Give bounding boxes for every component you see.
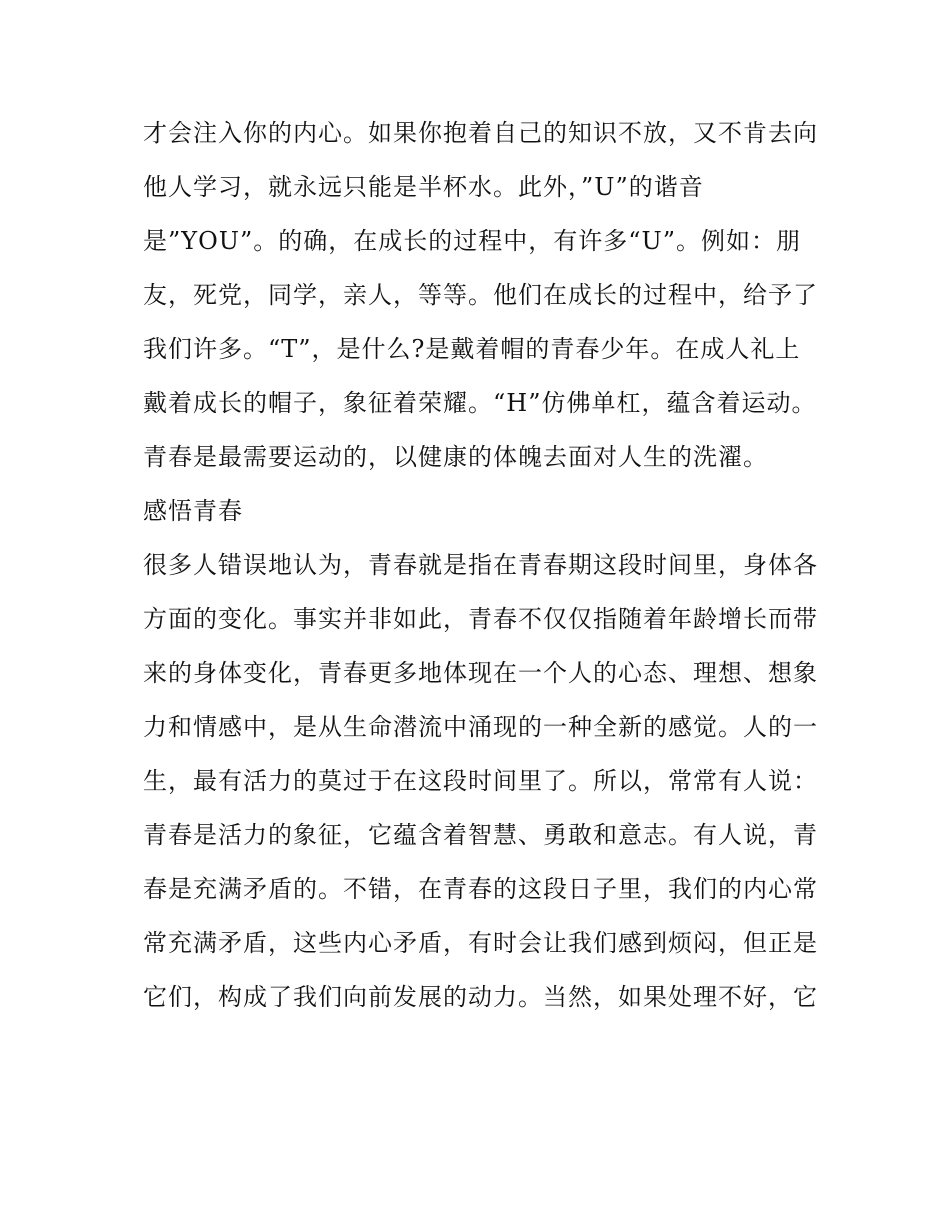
text-line: 他人学习，就永远只能是半杯水。此外，”U”的谐音	[143, 173, 704, 201]
text-line: 生，最有活力的莫过于在这段时间里了。所以，常常有人说：	[143, 767, 818, 795]
section-heading: 感悟青春	[143, 497, 243, 525]
text-line: 力和情感中，是从生命潜流中涌现的一种全新的感觉。人的一	[143, 713, 818, 741]
text-line: 方面的变化。事实并非如此，青春不仅仅指随着年龄增长而带	[143, 605, 818, 633]
text-line: 青春是活力的象征，它蕴含着智慧、勇敢和意志。有人说，青	[143, 821, 818, 849]
text-line: 是”YOU”。的确，在成长的过程中，有许多“U”。例如：朋	[143, 227, 802, 255]
text-line: 戴着成长的帽子，象征着荣耀。“H”仿佛单杠，蕴含着运动。	[143, 389, 817, 417]
text-line: 来的身体变化，青春更多地体现在一个人的心态、理想、想象	[143, 659, 818, 687]
text-line: 我们许多。“T”，是什么?是戴着帽的青春少年。在成人礼上	[143, 335, 801, 363]
text-line: 常充满矛盾，这些内心矛盾，有时会让我们感到烦闷，但正是	[143, 929, 818, 957]
text-line: 友，死党，同学，亲人，等等。他们在成长的过程中，给予了	[143, 281, 818, 309]
text-line: 才会注入你的内心。如果你抱着自己的知识不放，又不肯去向	[143, 119, 818, 147]
document-body	[143, 106, 833, 1024]
text-line: 很多人错误地认为，青春就是指在青春期这段时间里，身体各	[143, 551, 818, 579]
text-line: 它们，构成了我们向前发展的动力。当然，如果处理不好，它	[143, 983, 818, 1011]
text-line: 春是充满矛盾的。不错，在青春的这段日子里，我们的内心常	[143, 875, 818, 903]
text-line: 青春是最需要运动的，以健康的体魄去面对人生的洗濯。	[143, 443, 768, 471]
